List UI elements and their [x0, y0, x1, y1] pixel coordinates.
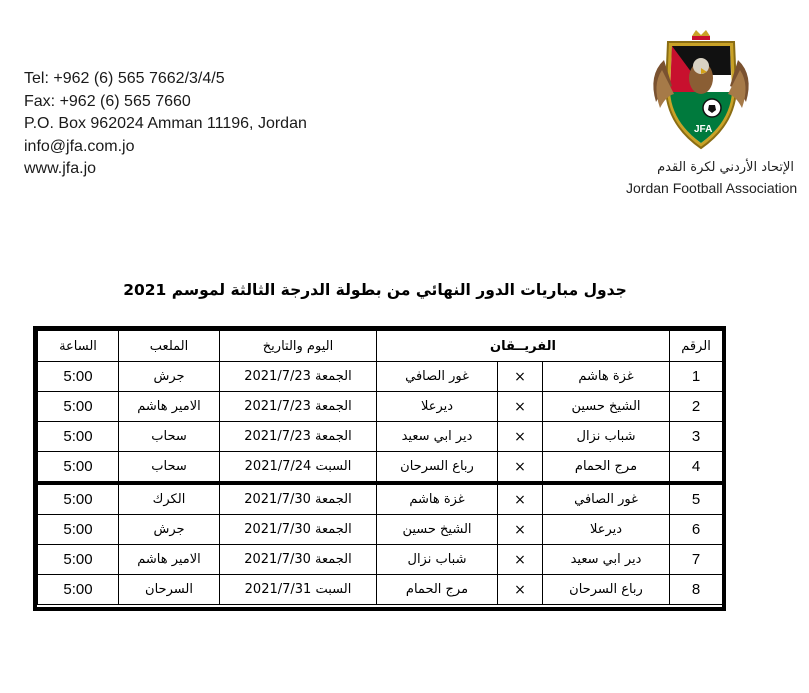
table-row [38, 422, 723, 452]
match-number: 4 [670, 452, 723, 484]
jfa-emblem-icon [646, 30, 756, 155]
home-team: غزة هاشم [543, 362, 670, 392]
versus-mark: × [498, 575, 543, 605]
contact-email[interactable]: info@jfa.com.jo [24, 137, 135, 155]
away-team: غور الصافي [377, 362, 498, 392]
match-number: 3 [670, 422, 723, 452]
table-row [38, 515, 723, 545]
match-venue: سحاب [119, 422, 220, 452]
jfa-logo [626, 30, 796, 200]
contact-pobox: P.O. Box 962024 Amman 11196, Jordan [24, 115, 307, 132]
home-team: ديرعلا [543, 515, 670, 545]
match-time: 5:00 [38, 422, 119, 452]
header-date: اليوم والتاريخ [220, 331, 377, 362]
contact-website[interactable]: www.jfa.jo [24, 160, 97, 177]
home-team: دير ابي سعيد [543, 545, 670, 575]
contact-fax: Fax: +962 (6) 565 7660 [24, 92, 191, 110]
table-row [38, 362, 723, 392]
versus-mark: × [498, 515, 543, 545]
table-row [38, 392, 723, 422]
away-team: الشيخ حسين [377, 515, 498, 545]
match-date: السبت 2021/7/31 [220, 575, 377, 605]
away-team: غزة هاشم [377, 483, 498, 515]
match-venue: السرحان [119, 575, 220, 605]
header-time: الساعة [38, 331, 119, 362]
home-team: رباع السرحان [543, 575, 670, 605]
versus-mark: × [498, 392, 543, 422]
match-venue: جرش [119, 515, 220, 545]
match-date: الجمعة 2021/7/30 [220, 483, 377, 515]
away-team: دير ابي سعيد [377, 422, 498, 452]
match-date: الجمعة 2021/7/23 [220, 392, 377, 422]
match-venue: الامير هاشم [119, 545, 220, 575]
org-name-english: Jordan Football Association [626, 180, 798, 196]
match-venue: جرش [119, 362, 220, 392]
schedule-table [37, 330, 723, 605]
home-team: غور الصافي [543, 483, 670, 515]
versus-mark: × [498, 452, 543, 484]
match-time: 5:00 [38, 483, 119, 515]
match-number: 5 [670, 483, 723, 515]
match-number: 1 [670, 362, 723, 392]
home-team: الشيخ حسين [543, 392, 670, 422]
match-time: 5:00 [38, 452, 119, 484]
match-date: الجمعة 2021/7/23 [220, 422, 377, 452]
emblem-text: JFA [694, 124, 713, 135]
org-name-arabic: الإتحاد الأردني لكرة القدم [657, 160, 794, 175]
match-venue: سحاب [119, 452, 220, 484]
match-time: 5:00 [38, 392, 119, 422]
home-team: مرج الحمام [543, 452, 670, 484]
versus-mark: × [498, 483, 543, 515]
match-number: 6 [670, 515, 723, 545]
header-venue: الملعب [119, 331, 220, 362]
header-number: الرقم [670, 331, 723, 362]
match-time: 5:00 [38, 362, 119, 392]
match-date: الجمعة 2021/7/30 [220, 515, 377, 545]
contact-tel: Tel: +962 (6) 565 7662/3/4/5 [24, 70, 225, 87]
match-number: 7 [670, 545, 723, 575]
away-team: مرج الحمام [377, 575, 498, 605]
match-time: 5:00 [38, 515, 119, 545]
match-number: 2 [670, 392, 723, 422]
table-row [38, 452, 723, 484]
table-row [38, 575, 723, 605]
table-row [38, 483, 723, 515]
page-title: جدول مباريات الدور النهائي من بطولة الدرجة الثالثة لموسم 2021 [123, 281, 627, 299]
match-time: 5:00 [38, 545, 119, 575]
contact-block [24, 68, 307, 181]
header-row [38, 331, 723, 362]
versus-mark: × [498, 545, 543, 575]
match-time: 5:00 [38, 575, 119, 605]
match-venue: الامير هاشم [119, 392, 220, 422]
home-team: شباب نزال [543, 422, 670, 452]
versus-mark: × [498, 422, 543, 452]
table-row [38, 545, 723, 575]
away-team: رباع السرحان [377, 452, 498, 484]
away-team: شباب نزال [377, 545, 498, 575]
versus-mark: × [498, 362, 543, 392]
match-date: الجمعة 2021/7/23 [220, 362, 377, 392]
away-team: ديرعلا [377, 392, 498, 422]
match-date: السبت 2021/7/24 [220, 452, 377, 484]
match-date: الجمعة 2021/7/30 [220, 545, 377, 575]
header-teams: الفريــقان [377, 331, 670, 362]
match-number: 8 [670, 575, 723, 605]
match-venue: الكرك [119, 483, 220, 515]
